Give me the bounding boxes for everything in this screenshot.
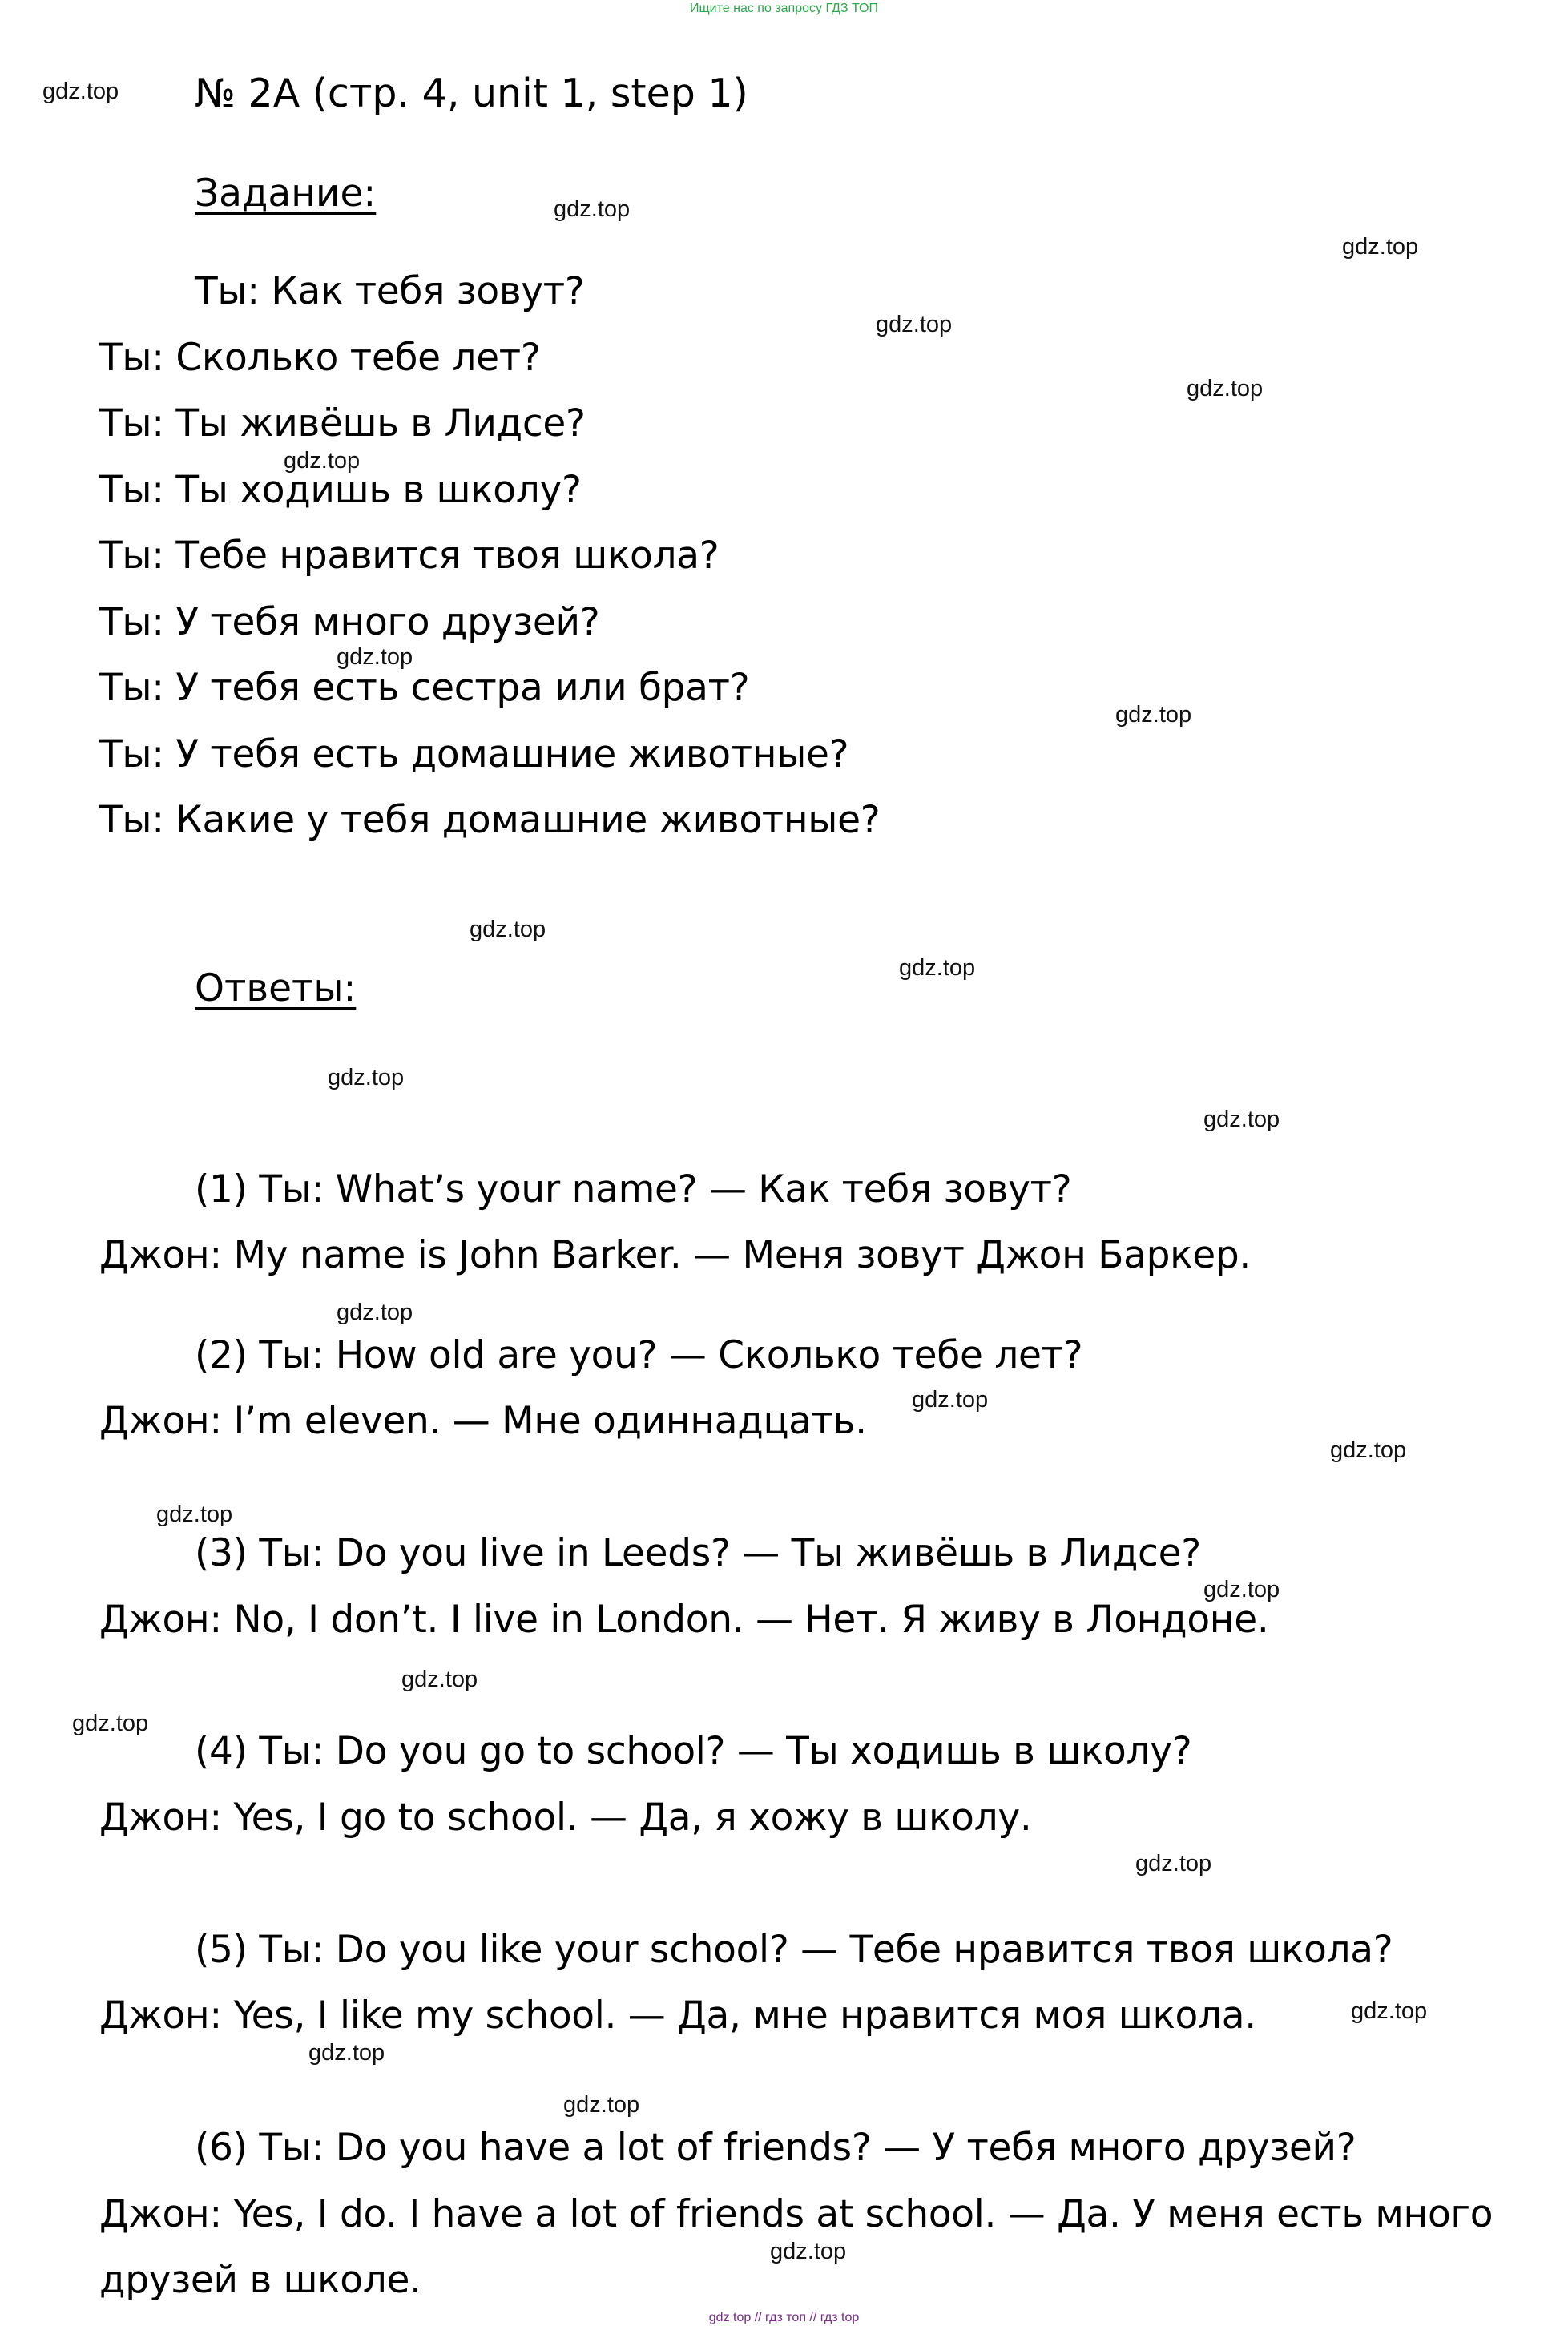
answer-question: (4) Ты: Do you go to school? — Ты ходишь в школу? [195, 1729, 1192, 1773]
page-title: № 2A (стр. 4, unit 1, step 1) [195, 71, 748, 116]
watermark: gdz.top [912, 1387, 989, 1413]
watermark: gdz.top [470, 917, 546, 942]
bottom-banner[interactable]: gdz top // гдз топ // гдз top [708, 2311, 860, 2324]
watermark: gdz.top [1115, 702, 1192, 728]
question-line: Ты: Ты живёшь в Лидсе? [99, 401, 586, 445]
question-line: Ты: Какие у тебя домашние животные? [99, 798, 881, 842]
answer-question: (6) Ты: Do you have a lot of friends? — У тебя много друзей? [195, 2126, 1356, 2170]
watermark: gdz.top [554, 196, 631, 222]
watermark: gdz.top [72, 1711, 149, 1736]
question-line: Ты: Как тебя зовут? [195, 269, 585, 313]
watermark: gdz.top [1187, 376, 1264, 401]
watermark: gdz.top [284, 448, 361, 474]
question-line: Ты: Ты ходишь в школу? [99, 468, 582, 512]
watermark: gdz.top [308, 2040, 385, 2066]
watermark: gdz.top [328, 1065, 405, 1090]
question-line: Ты: У тебя есть сестра или брат? [99, 666, 750, 710]
question-line: Ты: Сколько тебе лет? [99, 336, 541, 380]
question-line: Ты: У тебя много друзей? [99, 600, 600, 644]
watermark: gdz.top [401, 1667, 478, 1692]
answer-reply-continued: друзей в школе. [99, 2258, 421, 2302]
watermark: gdz.top [1135, 1851, 1212, 1877]
watermark: gdz.top [1342, 234, 1419, 260]
watermark: gdz.top [1203, 1107, 1280, 1132]
watermark: gdz.top [876, 312, 953, 337]
answer-reply: Джон: No, I don’t. I live in London. — Нет. Я живу в Лондоне. [99, 1598, 1269, 1642]
watermark: gdz.top [42, 79, 119, 104]
answer-reply: Джон: My name is John Barker. — Меня зовут Джон Баркер. [99, 1233, 1252, 1277]
top-banner[interactable]: Ищите нас по запросу ГДЗ ТОП [690, 2, 878, 15]
watermark: gdz.top [563, 2092, 640, 2118]
watermark: gdz.top [337, 1300, 413, 1325]
watermark: gdz.top [337, 644, 413, 670]
answer-reply: Джон: I’m eleven. — Мне одиннадцать. [99, 1399, 867, 1443]
question-line: Ты: Тебе нравится твоя школа? [99, 534, 720, 578]
task-heading: Задание: [195, 171, 377, 216]
answer-reply: Джон: Yes, I go to school. — Да, я хожу в школу. [99, 1796, 1032, 1840]
watermark: gdz.top [770, 2239, 847, 2264]
answer-reply: Джон: Yes, I like my school. — Да, мне нравится моя школа. [99, 1993, 1256, 2038]
answer-question: (2) Ты: How old are you? — Сколько тебе лет? [195, 1333, 1083, 1377]
watermark: gdz.top [1203, 1577, 1280, 1602]
watermark: gdz.top [899, 955, 976, 981]
question-line: Ты: У тебя есть домашние животные? [99, 732, 849, 776]
watermark: gdz.top [1351, 1998, 1428, 2024]
watermark: gdz.top [156, 1502, 233, 1527]
answer-question: (3) Ты: Do you live in Leeds? — Ты живёшь в Лидсе? [195, 1531, 1201, 1575]
answer-reply: Джон: Yes, I do. I have a lot of friends at school. — Да. У меня есть много [99, 2192, 1493, 2236]
watermark: gdz.top [1330, 1437, 1407, 1463]
answer-question: (1) Ты: What’s your name? — Как тебя зовут? [195, 1167, 1072, 1211]
answers-heading: Ответы: [195, 966, 357, 1010]
answer-question: (5) Ты: Do you like your school? — Тебе нравится твоя школа? [195, 1928, 1393, 1972]
